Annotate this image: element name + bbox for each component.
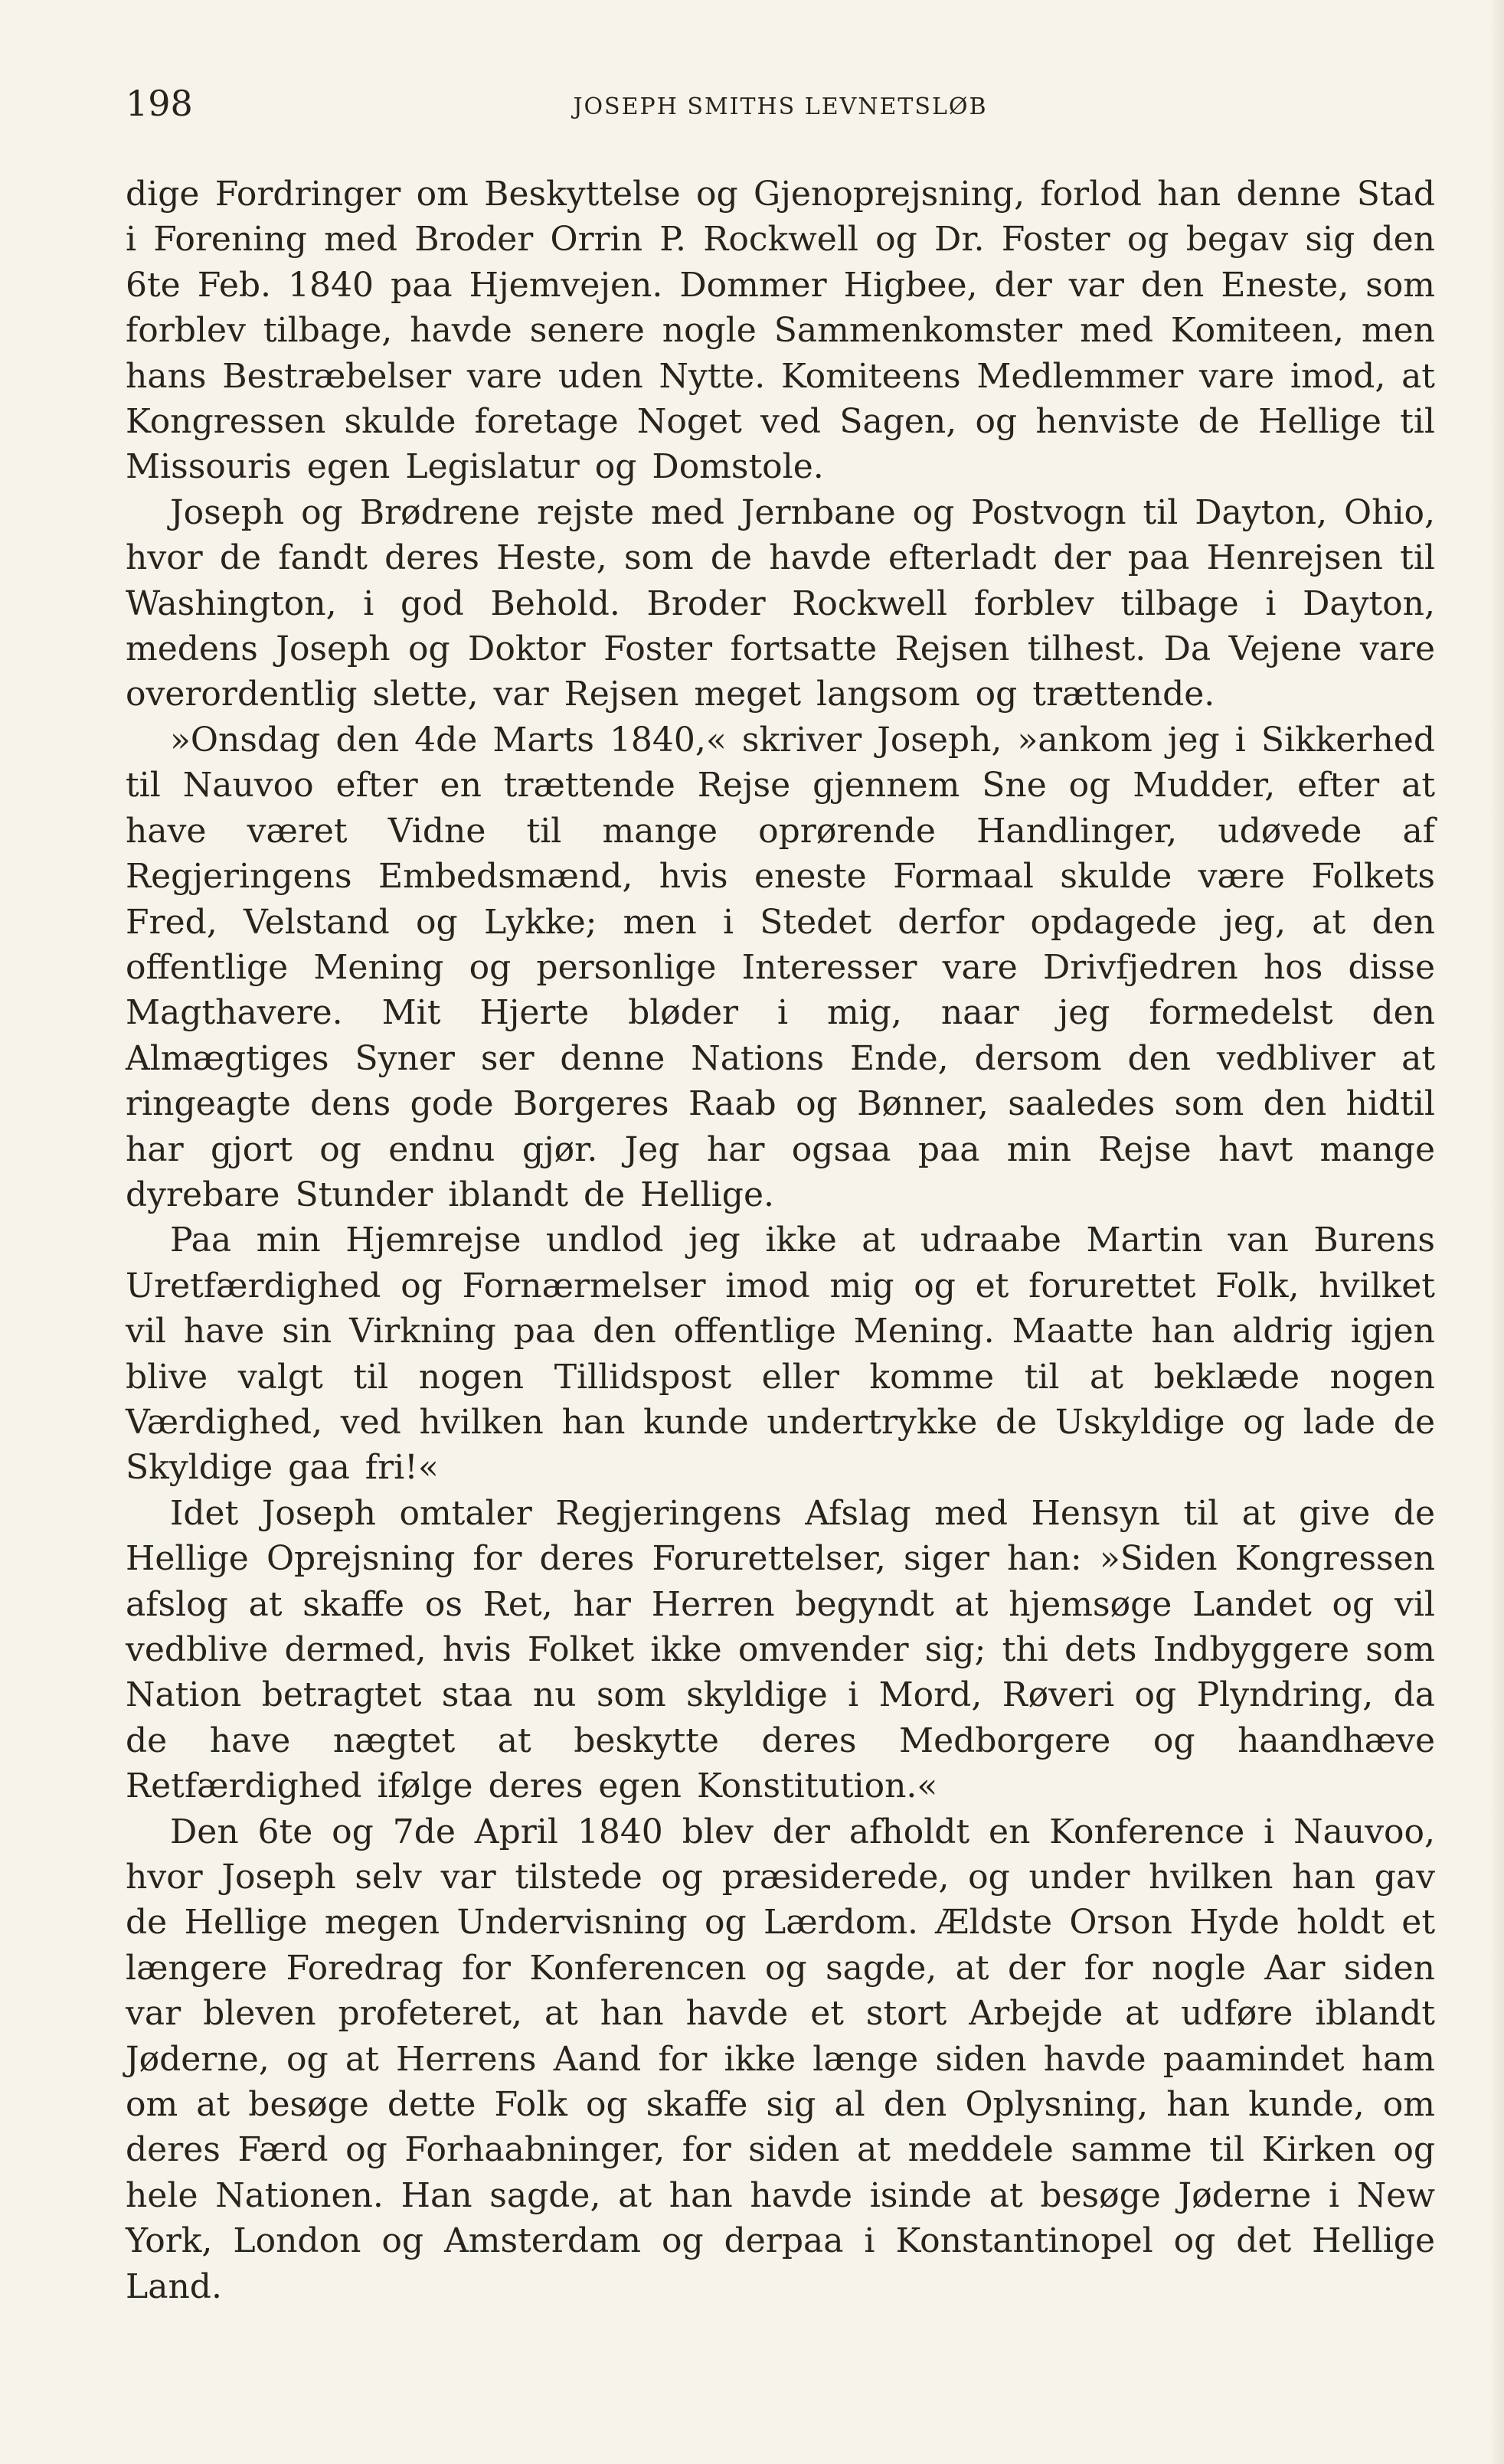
paragraph: Joseph og Brødrene rejste med Jernbane og Postvogn til Dayton, Ohio, hvor de fandt deres Heste, som de havde efterladt der paa Henrejsen til Washington, i god Behold. Broder Rockwell forblev tilbage i Dayton, medens Joseph og Doktor Foster fortsatte Rejsen tilhest. Da Vejene vare overordentlig slette, var Rejsen meget langsom og trættende. — [126, 492, 1435, 714]
body-text — [126, 172, 1435, 2309]
paragraph: Idet Joseph omtaler Regjeringens Afslag med Hensyn til at give de Hellige Oprejsning for deres Forurettelser, siger han: »Siden Kongressen afslog at skaffe os Ret, har Herren begyndt at hjemsøge Landet og vil vedblive dermed, hvis Folket ikke omvender sig; thi dets Indbyggere som Nation betragtet staa nu som skyldige i Mord, Røveri og Plyndring, da de have nægtet at beskytte deres Medborgere og haandhæve Retfærdighed ifølge deres egen Konstitution.« — [126, 1493, 1435, 1806]
running-title: JOSEPH SMITHS LEVNETSLØB — [573, 93, 988, 120]
page-number: 198 — [126, 83, 193, 124]
page-header — [126, 83, 1435, 129]
page-edge-shadow — [1490, 0, 1504, 2464]
paragraph-continued: dige Fordringer om Beskyttelse og Gjenoprejsning, forlod han denne Stad i Forening med Broder Orrin P. Rockwell og Dr. Foster og begav sig den 6te Feb. 1840 paa Hjemvejen. Dommer Higbee, der var den Eneste, som forblev tilbage, havde senere nogle Sammenkomster med Komiteen, men hans Bestræbelser vare uden Nytte. Komiteens Medlemmer vare imod, at Kongressen skulde foretage Noget ved Sagen, og henviste de Hellige til Missouris egen Legislatur og Domstole. — [126, 175, 1435, 487]
paragraph: Den 6te og 7de April 1840 blev der afholdt en Konference i Nauvoo, hvor Joseph selv var tilstede og præsiderede, og under hvilken han gav de Hellige megen Undervisning og Lærdom. Ældste Orson Hyde holdt et længere Foredrag for Konferencen og sagde, at der for nogle Aar siden var bleven profeteret, at han havde et stort Arbejde at udføre iblandt Jøderne, og at Herrens Aand for ikke længe siden havde paamindet ham om at besøge dette Folk og skaffe sig al den Oplysning, han kunde, om deres Færd og Forhaabninger, for siden at meddele samme til Kirken og hele Nationen. Han sagde, at han havde isinde at besøge Jøderne i New York, London og Amsterdam og derpaa i Konstantinopel og det Hellige Land. — [126, 1812, 1435, 2306]
paragraph: »Onsdag den 4de Marts 1840,« skriver Joseph, »ankom jeg i Sikkerhed til Nauvoo efter en trættende Rejse gjennem Sne og Mudder, efter at have været Vidne til mange oprørende Handlinger, udøvede af Regjeringens Embedsmænd, hvis eneste Formaal skulde være Folkets Fred, Velstand og Lykke; men i Stedet derfor opdagede jeg, at den offentlige Mening og personlige Interesser vare Drivfjedren hos disse Magthavere. Mit Hjerte bløder i mig, naar jeg formedelst den Almægtiges Syner ser denne Nations Ende, dersom den vedbliver at ringeagte dens gode Borgeres Raab og Bønner, saaledes som den hidtil har gjort og endnu gjør. Jeg har ogsaa paa min Rejse havt mange dyrebare Stunder iblandt de Hellige. — [126, 720, 1435, 1214]
paragraph: Paa min Hjemrejse undlod jeg ikke at udraabe Martin van Burens Uretfærdighed og Fornærmelser imod mig og et forurettet Folk, hvilket vil have sin Virkning paa den offentlige Mening. Maatte han aldrig igjen blive valgt til nogen Tillidspost eller komme til at beklæde nogen Værdighed, ved hvilken han kunde undertrykke de Uskyldige og lade de Skyldige gaa fri!« — [126, 1221, 1435, 1488]
